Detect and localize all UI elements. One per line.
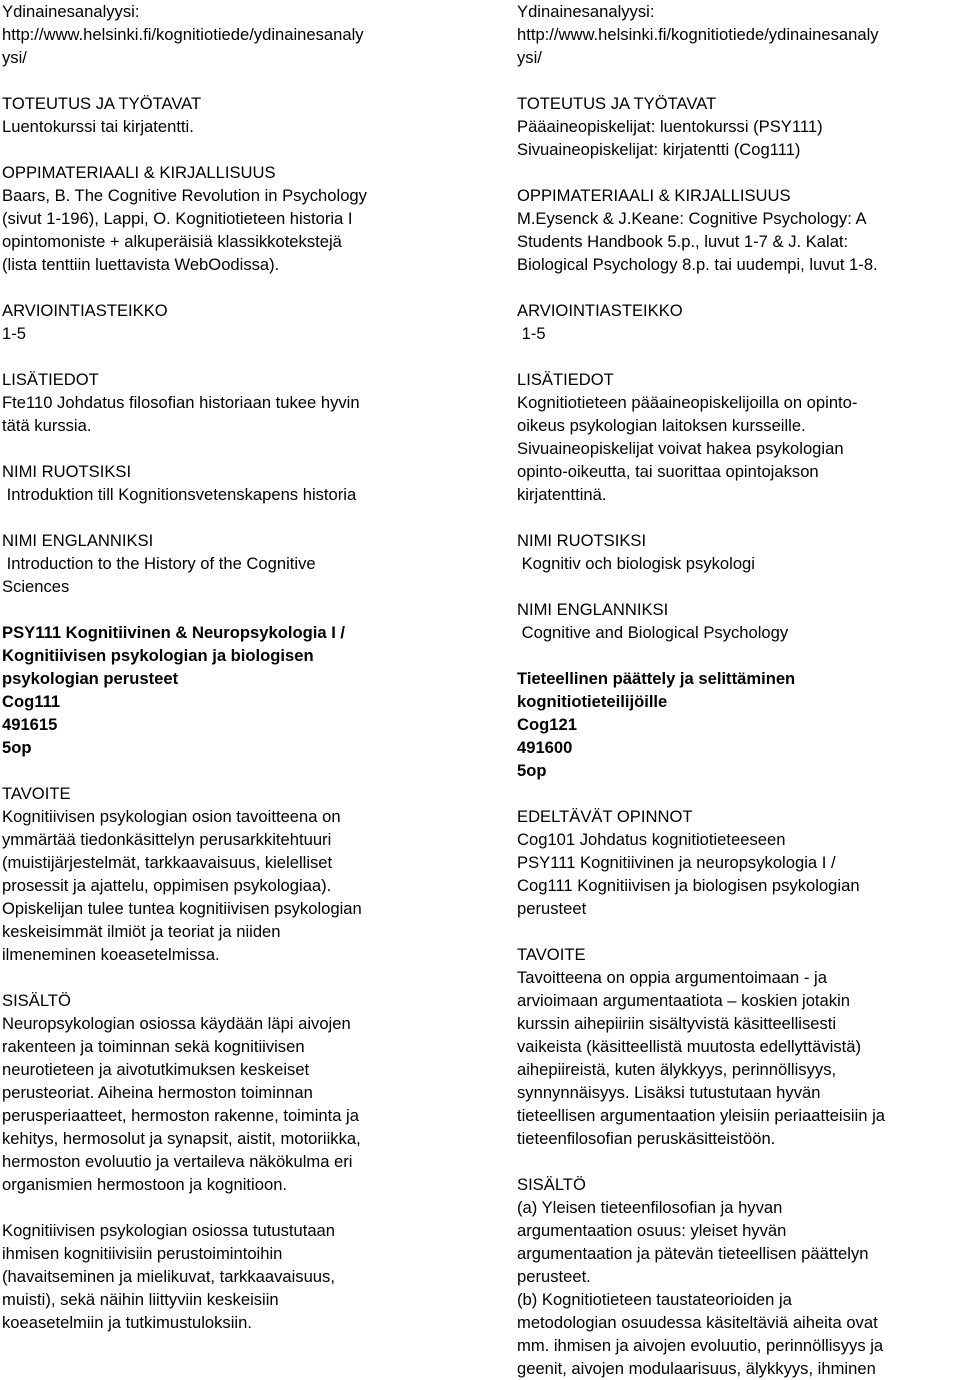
text-line: ysi/ (2, 48, 27, 67)
text-line: geenit, aivojen modulaarisuus, älykkyys, ihminen (517, 1359, 876, 1378)
text-line: Baars, B. The Cognitive Revolution in Psychology (2, 186, 367, 205)
course-heading-line: 5op (517, 761, 547, 780)
text-line: M.Eysenck & J.Keane: Cognitive Psychology: A (517, 209, 867, 228)
course-heading-line: 5op (2, 738, 32, 757)
text-line: NIMI ENGLANNIKSI (517, 600, 669, 619)
text-line: (havaitseminen ja mielikuvat, tarkkaavaisuus, (2, 1267, 335, 1286)
course-heading-line: 491615 (2, 715, 58, 734)
text-line: TOTEUTUS JA TYÖTAVAT (517, 94, 717, 113)
text-line: SISÄLTÖ (2, 991, 71, 1010)
text-line: ARVIOINTIASTEIKKO (2, 301, 168, 320)
text-line: opintomoniste + alkuperäisiä klassikkotekstejä (2, 232, 342, 251)
text-line: Cog101 Johdatus kognitiotieteeseen (517, 830, 786, 849)
text-line: (a) Yleisen tieteenfilosofian ja hyvan (517, 1198, 783, 1217)
text-line: Kognitiivisen psykologian osiossa tutustutaan (2, 1221, 336, 1240)
text-line: ysi/ (517, 48, 542, 67)
text-line: tieteellisen argumentaation yleisiin periaatteisiin ja (517, 1106, 886, 1125)
text-line: ilmeneminen koeasetelmissa. (2, 945, 220, 964)
text-line: keskeisimmät ilmiöt ja teoriat ja niiden (2, 922, 281, 941)
text-line: muisti), sekä näihin liittyviin keskeisiin (2, 1290, 279, 1309)
text-line: Fte110 Johdatus filosofian historiaan tukee hyvin (2, 393, 360, 412)
course-heading-line: PSY111 Kognitiivinen & Neuropsykologia I / (2, 623, 346, 642)
text-line: TAVOITE (2, 784, 71, 803)
right-column (517, 0, 960, 1380)
text-line: NIMI RUOTSIKSI (517, 531, 647, 550)
text-line: Cognitive and Biological Psychology (517, 623, 789, 642)
text-line: (b) Kognitiotieteen taustateorioiden ja (517, 1290, 792, 1309)
text-line: Ydinainesanalyysi: (2, 2, 140, 21)
text-line: NIMI RUOTSIKSI (2, 462, 132, 481)
text-line: http://www.helsinki.fi/kognitiotiede/ydinainesanaly (517, 25, 879, 44)
text-line: ARVIOINTIASTEIKKO (517, 301, 683, 320)
text-line: Luentokurssi tai kirjatentti. (2, 117, 194, 136)
text-line: perusteet. (517, 1267, 591, 1286)
text-line: kirjatenttinä. (517, 485, 607, 504)
text-line: OPPIMATERIAALI & KIRJALLISUUS (517, 186, 791, 205)
text-line: metodologian osuudessa käsiteltäviä aiheita ovat (517, 1313, 878, 1332)
text-line: ihmisen kognitiivisiin perustoimintoihin (2, 1244, 283, 1263)
text-line: NIMI ENGLANNIKSI (2, 531, 154, 550)
text-line: 1-5 (2, 324, 26, 343)
text-line: Pääaineopiskelijat: luentokurssi (PSY111) (517, 117, 823, 136)
text-line: mm. ihmisen ja aivojen evoluutio, perinnöllisyys ja (517, 1336, 884, 1355)
text-line: neurotieteen ja aivotutkimuksen keskeiset (2, 1060, 310, 1079)
text-line: synnynnäisyys. Lisäksi tutustutaan hyvän (517, 1083, 821, 1102)
text-line: kehitys, hermosolut ja synapsit, aistit, motoriikka, (2, 1129, 361, 1148)
text-line: Kognitiotieteen pääaineopiskelijoilla on opinto- (517, 393, 858, 412)
text-line: Neuropsykologian osiossa käydään läpi aivojen (2, 1014, 351, 1033)
text-line: Kognitiivisen psykologian osion tavoitteena on (2, 807, 341, 826)
text-line: Sivuaineopiskelijat voivat hakea psykologian (517, 439, 844, 458)
text-line: TAVOITE (517, 945, 586, 964)
text-line: argumentaation ja pätevän tieteellisen päättelyn (517, 1244, 869, 1263)
text-line: perusperiaatteet, hermoston rakenne, toiminta ja (2, 1106, 359, 1125)
text-line: hermoston evoluutio ja vertaileva näkökulma eri (2, 1152, 353, 1171)
left-column (2, 0, 457, 1334)
text-line: Tavoitteena on oppia argumentoimaan - ja (517, 968, 827, 987)
text-line: tätä kurssia. (2, 416, 92, 435)
text-line: opinto-oikeutta, tai suorittaa opintojakson (517, 462, 819, 481)
text-line: Sciences (2, 577, 70, 596)
course-heading-line: Cog121 (517, 715, 577, 734)
text-line: TOTEUTUS JA TYÖTAVAT (2, 94, 202, 113)
text-line: arvioimaan argumentaatiota – koskien jotakin (517, 991, 850, 1010)
text-line: koeasetelmiin ja tutkimustuloksiin. (2, 1313, 252, 1332)
course-heading-line: Tieteellinen päättely ja selittäminen (517, 669, 796, 688)
text-line: Introduktion till Kognitionsvetenskapens historia (2, 485, 357, 504)
text-line: rakenteen ja toiminnan sekä kognitiivisen (2, 1037, 305, 1056)
course-heading-line: psykologian perusteet (2, 669, 179, 688)
text-line: Cog111 Kognitiivisen ja biologisen psykologian (517, 876, 860, 895)
text-line: http://www.helsinki.fi/kognitiotiede/ydinainesanaly (2, 25, 364, 44)
course-heading-line: Cog111 (2, 692, 61, 711)
text-line: Biological Psychology 8.p. tai uudempi, luvut 1-8. (517, 255, 878, 274)
text-line: vaikeista (käsitteellistä muutosta edellyttävistä) (517, 1037, 862, 1056)
text-line: 1-5 (517, 324, 546, 343)
text-line: LISÄTIEDOT (517, 370, 614, 389)
text-line: (lista tenttiin luettavista WebOodissa). (2, 255, 280, 274)
text-line: aihepiireistä, kuten älykkyys, perinnöllisyys, (517, 1060, 837, 1079)
course-heading-line: 491600 (517, 738, 573, 757)
text-line: Kognitiv och biologisk psykologi (517, 554, 755, 573)
text-line: Ydinainesanalyysi: (517, 2, 655, 21)
course-heading-line: kognitiotieteilijöille (517, 692, 668, 711)
text-line: EDELTÄVÄT OPINNOT (517, 807, 693, 826)
text-line: ymmärtää tiedonkäsittelyn perusarkkitehtuuri (2, 830, 332, 849)
text-line: SISÄLTÖ (517, 1175, 586, 1194)
text-line: perusteoriat. Aiheina hermoston toiminnan (2, 1083, 313, 1102)
text-line: argumentaation osuus: yleiset hyvän (517, 1221, 787, 1240)
text-line: prosessit ja ajattelu, oppimisen psykologiaa). (2, 876, 332, 895)
text-line: kurssin aihepiiriin sisältyvistä käsitteellisesti (517, 1014, 837, 1033)
text-line: PSY111 Kognitiivinen ja neuropsykologia I / (517, 853, 836, 872)
text-line: Students Handbook 5.p., luvut 1-7 & J. Kalat: (517, 232, 849, 251)
text-line: organismien hermostoon ja kognitioon. (2, 1175, 288, 1194)
text-line: perusteet (517, 899, 587, 918)
text-line: Opiskelijan tulee tuntea kognitiivisen psykologian (2, 899, 362, 918)
text-line: LISÄTIEDOT (2, 370, 99, 389)
text-line: oikeus psykologian laitoksen kursseille. (517, 416, 806, 435)
course-heading-line: Kognitiivisen psykologian ja biologisen (2, 646, 314, 665)
text-line: (sivut 1-196), Lappi, O. Kognitiotieteen historia I (2, 209, 353, 228)
text-line: OPPIMATERIAALI & KIRJALLISUUS (2, 163, 276, 182)
text-line: Sivuaineopiskelijat: kirjatentti (Cog111) (517, 140, 801, 159)
text-line: Introduction to the History of the Cognitive (2, 554, 316, 573)
text-line: tieteenfilosofian peruskäsitteistöön. (517, 1129, 776, 1148)
text-line: (muistijärjestelmät, tarkkaavaisuus, kielelliset (2, 853, 333, 872)
